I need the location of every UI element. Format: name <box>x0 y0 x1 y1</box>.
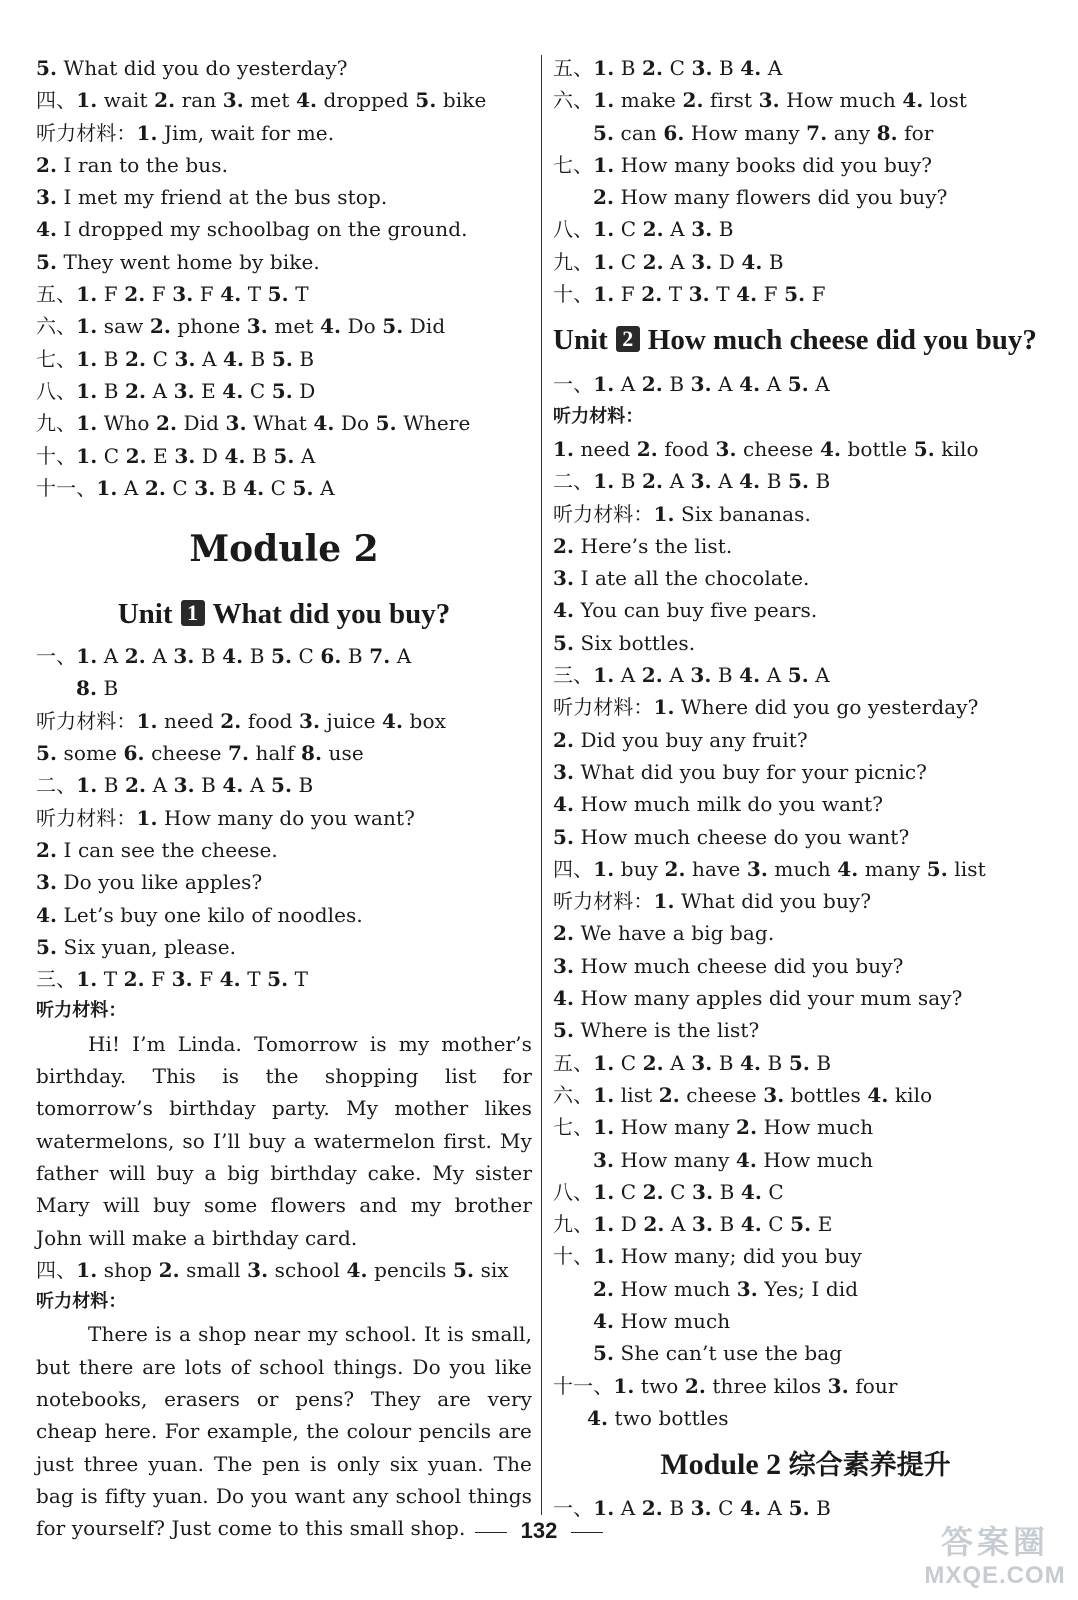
answer-line: 听力材料：1. need 2. food 3. juice 4. box <box>36 708 446 733</box>
answer-line: 九、1. D 2. A 3. B 4. C 5. E <box>553 1212 833 1237</box>
unit-title: What did you buy? <box>212 598 451 631</box>
listening-material-label: 听力材料： <box>36 1000 127 1022</box>
answer-line: 2. Here’s the list. <box>553 533 733 558</box>
unit-title: How much cheese did you buy? <box>647 324 1037 357</box>
answer-line: 2. I can see the cheese. <box>36 837 278 862</box>
footer-dash-right <box>571 1532 603 1533</box>
answer-line: 2. We have a big bag. <box>553 921 775 946</box>
answer-line: 八、1. C 2. A 3. B <box>553 217 734 242</box>
answer-line: 十、1. F 2. T 3. T 4. F 5. F <box>553 282 826 307</box>
answer-lines-top <box>553 52 1058 310</box>
answer-line-continuation: 8. B <box>76 676 119 701</box>
answer-line: 十一、1. two 2. three kilos 3. four <box>553 1373 898 1398</box>
answer-line-continuation: 5. can 6. How many 7. any 8. for <box>593 120 934 145</box>
module-summary-title <box>553 1438 1058 1492</box>
answer-line: 八、1. C 2. C 3. B 4. C <box>553 1179 784 1204</box>
answer-line: 十、1. How many; did you buy <box>553 1244 862 1269</box>
answer-line: 四、1. wait 2. ran 3. met 4. dropped 5. bike <box>36 88 487 113</box>
page-number: 132 <box>520 1518 558 1543</box>
answer-line: 一、1. A 2. B 3. C 4. A 5. B <box>553 1496 831 1521</box>
answer-line: 六、1. make 2. first 3. How much 4. lost <box>553 88 968 113</box>
watermark-logo <box>920 1522 1070 1596</box>
listening-passage-1 <box>36 1028 532 1254</box>
answer-line: 听力材料：1. Where did you go yesterday? <box>553 695 979 720</box>
unit-2-answers <box>553 368 1058 1434</box>
footer-dash-left <box>475 1532 507 1533</box>
answer-line-continuation: 2. How many flowers did you buy? <box>593 185 948 210</box>
answer-line: 五、1. C 2. A 3. B 4. B 5. B <box>553 1050 832 1075</box>
unit-1-answers <box>36 640 532 1544</box>
answer-line: 4. How many apples did your mum say? <box>553 986 963 1011</box>
unit-1-heading <box>36 588 532 640</box>
answer-line: 5. some 6. cheese 7. half 8. use <box>36 741 364 766</box>
answer-line: 2. Did you buy any fruit? <box>553 727 808 752</box>
answer-line: 4. How much milk do you want? <box>553 792 884 817</box>
watermark-text-top: 答案圈 <box>940 1523 1049 1561</box>
answer-line: 3. I met my friend at the bus stop. <box>36 185 388 210</box>
answer-line: 4. Let’s buy one kilo of noodles. <box>36 902 363 927</box>
answer-line: 七、1. How many 2. How much <box>553 1115 874 1140</box>
answer-line: 三、1. T 2. F 3. F 4. T 5. T <box>36 967 309 992</box>
answer-line: 听力材料：1. How many do you want? <box>36 805 415 830</box>
answer-line: 四、1. shop 2. small 3. school 4. pencils 5. six <box>36 1257 509 1282</box>
passage-text: There is a shop near my school. It is small, but there are lots of school things. Do you like notebooks, erasers or pens? They are very cheap here. For example, the colour pencils are just three yuan. The pen is only six yuan. The bag is fifty yuan. Do you want any school things for yourself? Just come to this small shop. <box>36 1322 532 1541</box>
answer-line: 听力材料：1. What did you buy? <box>553 889 872 914</box>
right-column <box>553 52 1058 1524</box>
passage-text: Hi! I’m Linda. Tomorrow is my mother’s birthday. This is the shopping list for tomorrow’s birthday party. My mother likes watermelons, so I’ll buy a watermelon first. My father will buy a big birthday cake. My sister Mary will buy some flowers and my brother John will make a birthday card. <box>36 1031 532 1250</box>
page-number-footer <box>0 1518 1078 1544</box>
answer-line: 听力材料：1. Jim, wait for me. <box>36 120 335 145</box>
answer-line: 3. What did you buy for your picnic? <box>553 759 927 784</box>
answer-line: 一、1. A 2. A 3. B 4. B 5. C 6. B 7. A <box>36 644 412 669</box>
unit-number-badge: 1 <box>181 600 205 626</box>
answer-line: 八、1. B 2. A 3. E 4. C 5. D <box>36 378 316 403</box>
answer-line: 七、1. B 2. C 3. A 4. B 5. B <box>36 346 315 371</box>
answer-line: 十一、1. A 2. C 3. B 4. C 5. A <box>36 475 335 500</box>
answer-line: 5. What did you do yesterday? <box>36 56 348 80</box>
answer-line: 七、1. How many books did you buy? <box>553 152 933 177</box>
unit-number-badge: 2 <box>616 326 640 352</box>
unit-prefix: Unit <box>117 598 173 631</box>
unit-2-heading <box>553 314 1058 366</box>
answer-line-continuation: 4. How much <box>593 1308 731 1333</box>
answer-line-continuation: 2. How much 3. Yes; I did <box>593 1276 859 1301</box>
answer-line-continuation: 3. How many 4. How much <box>593 1147 874 1172</box>
answer-line: 五、1. F 2. F 3. F 4. T 5. T <box>36 282 309 307</box>
answer-line-continuation: 4. two bottles <box>587 1405 729 1430</box>
answer-line: 3. I ate all the chocolate. <box>553 566 810 591</box>
answer-line-continuation: 5. She can’t use the bag <box>593 1341 843 1366</box>
answer-line: 5. Six bottles. <box>553 630 696 655</box>
answer-line: 二、1. B 2. A 3. B 4. A 5. B <box>36 773 314 798</box>
answer-line: 一、1. A 2. B 3. A 4. A 5. A <box>553 372 830 397</box>
answer-line: 九、1. Who 2. Did 3. What 4. Do 5. Where <box>36 411 471 436</box>
answer-line: 六、1. list 2. cheese 3. bottles 4. kilo <box>553 1082 933 1107</box>
answer-line: 3. Do you like apples? <box>36 870 263 895</box>
answer-line: 5. They went home by bike. <box>36 249 320 274</box>
listening-material-label: 听力材料： <box>36 1291 127 1313</box>
answer-lines-top <box>36 52 532 504</box>
answer-line: 二、1. B 2. A 3. A 4. B 5. B <box>553 469 831 494</box>
answer-line: 1. need 2. food 3. cheese 4. bottle 5. kilo <box>553 436 979 461</box>
left-column <box>36 52 532 1544</box>
unit-prefix: Unit <box>553 324 608 357</box>
module-title: Module 2 <box>189 528 379 571</box>
answer-line: 5. Six yuan, please. <box>36 934 237 959</box>
answer-line: 4. I dropped my schoolbag on the ground. <box>36 217 468 242</box>
answer-line: 五、1. B 2. C 3. B 4. A <box>553 56 783 80</box>
summary-title-cn: 综合素养提升 <box>788 1450 951 1482</box>
answer-line: 5. Where is the list? <box>553 1018 760 1043</box>
answer-line: 4. You can buy five pears. <box>553 598 818 623</box>
listening-material-label: 听力材料： <box>553 405 644 427</box>
answer-line: 2. I ran to the bus. <box>36 152 229 177</box>
answer-line: 九、1. C 2. A 3. D 4. B <box>553 249 784 274</box>
answer-line: 3. How much cheese did you buy? <box>553 953 904 978</box>
answer-line: 三、1. A 2. A 3. B 4. A 5. A <box>553 663 830 688</box>
column-divider <box>541 55 542 1515</box>
answer-line: 5. How much cheese do you want? <box>553 824 910 849</box>
listening-passage-2 <box>36 1318 532 1544</box>
answer-line: 六、1. saw 2. phone 3. met 4. Do 5. Did <box>36 314 446 339</box>
answer-line: 四、1. buy 2. have 3. much 4. many 5. list <box>553 856 986 881</box>
watermark-text-bottom: MXQE.COM <box>924 1562 1066 1589</box>
answer-line: 十、1. C 2. E 3. D 4. B 5. A <box>36 443 316 468</box>
summary-title-en: Module 2 <box>660 1448 782 1482</box>
answer-line: 听力材料：1. Six bananas. <box>553 501 811 526</box>
